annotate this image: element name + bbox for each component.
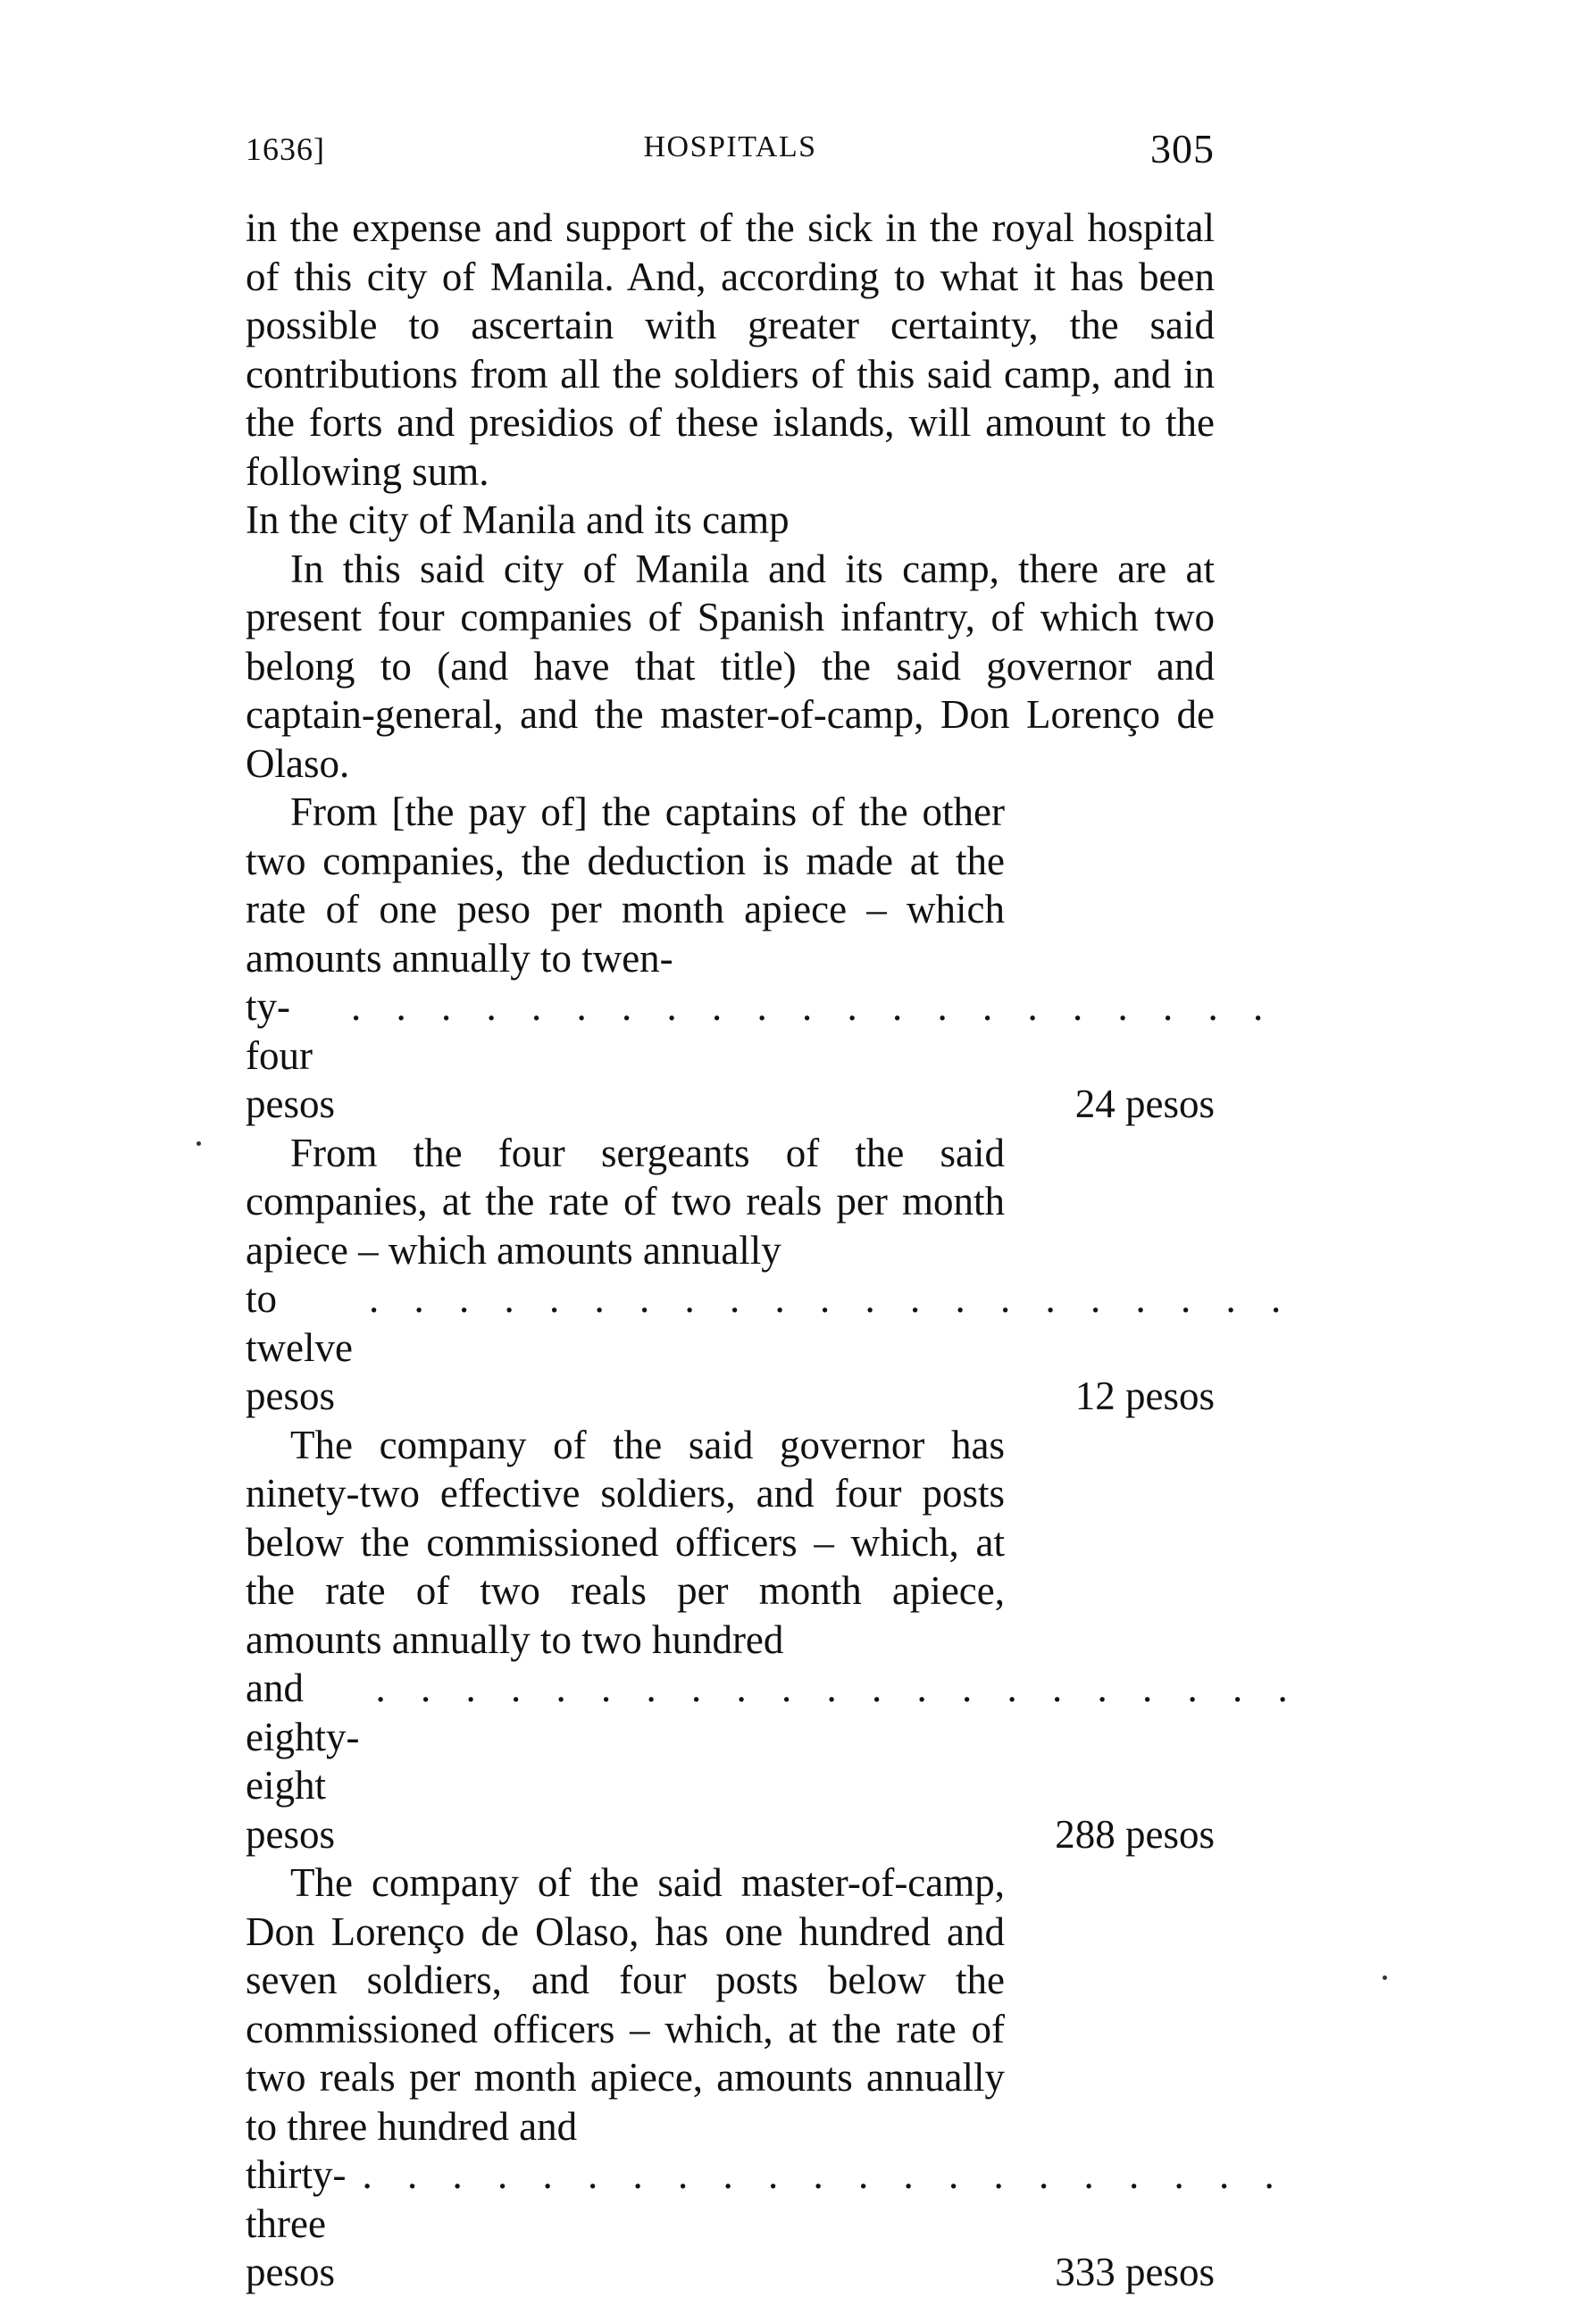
dot-leader: . . . . . . . . . . . . . . . . . . . . . [375, 1666, 1300, 1710]
entry-description: From [the pay of] the captains of the other two companies, the deduction is made at the rate of one peso per month apiece – which amounts annually to twen- [246, 789, 1005, 981]
entry-amount: 24 pesos [1074, 1082, 1215, 1126]
entry-last-line-text: to twelve pesos [246, 1276, 353, 1418]
book-page [246, 125, 1300, 2297]
header-title: HOSPITALS [643, 130, 817, 163]
entry-description: The company of the said master-of-camp, Don Lorenço de Olaso, has one hundred and seven soldiers, and four posts below the commissioned officers – which, at the rate of two reals per month apiece, amounts annually to three hundred and [246, 1860, 1005, 2149]
header-year: 1636] [246, 131, 325, 167]
print-speck [196, 1141, 201, 1146]
entry-last-line-text: ty-four pesos [246, 984, 335, 1126]
ledger-entry-governor-company [246, 1421, 1300, 1859]
entry-last-line-text: and eighty-eight pesos [246, 1666, 360, 1857]
ledger-entry-master-of-camp-company [246, 1858, 1287, 2297]
entry-description: The company of the said governor has ninety-two effective soldiers, and four posts below the commissioned officers – which, at the rate of two reals per month apiece, amounts annually to two hundred [246, 1422, 1005, 1662]
entry-last-line-text: thirty-three pesos [246, 2152, 347, 2294]
page-number: 305 [1150, 126, 1215, 171]
dot-leader: . . . . . . . . . . . . . . . . . . . . . [362, 2152, 1287, 2197]
entry-amount: 12 pesos [1074, 1374, 1215, 1418]
section-paragraph: In this said city of Manila and its camp, there are at present four companies of Spanish infantry, of which two belong to (and have that title) the said governor and captain-general, and the master-of-camp, Don Lorenço de Olaso. [246, 546, 1215, 786]
section-heading: In the city of Manila and its camp [246, 497, 790, 542]
dot-leader: . . . . . . . . . . . . . . . . . . . . . [368, 1276, 1294, 1321]
ledger-entry-sergeants [246, 1129, 1294, 1421]
entry-amount: 288 pesos [1055, 1811, 1215, 1857]
running-head [246, 125, 1215, 179]
print-speck [1383, 1975, 1387, 1980]
entry-amount: 333 pesos [1055, 2250, 1215, 2294]
intro-paragraph: in the expense and support of the sick in the royal hospital of this city of Manila. And, according to what it has been possible to ascertain with greater certainty, the said contributions from all the soldiers of this said camp, and in the forts and presidios of these islands, will amount to the following sum. [246, 205, 1215, 494]
entry-description: From the four sergeants of the said companies, at the rate of two reals per month apiece – which amounts annually [246, 1130, 1005, 1273]
dot-leader: . . . . . . . . . . . . . . . . . . . . . [351, 984, 1276, 1029]
body-text [246, 204, 1300, 2297]
ledger-entry-captains [246, 788, 1276, 1129]
